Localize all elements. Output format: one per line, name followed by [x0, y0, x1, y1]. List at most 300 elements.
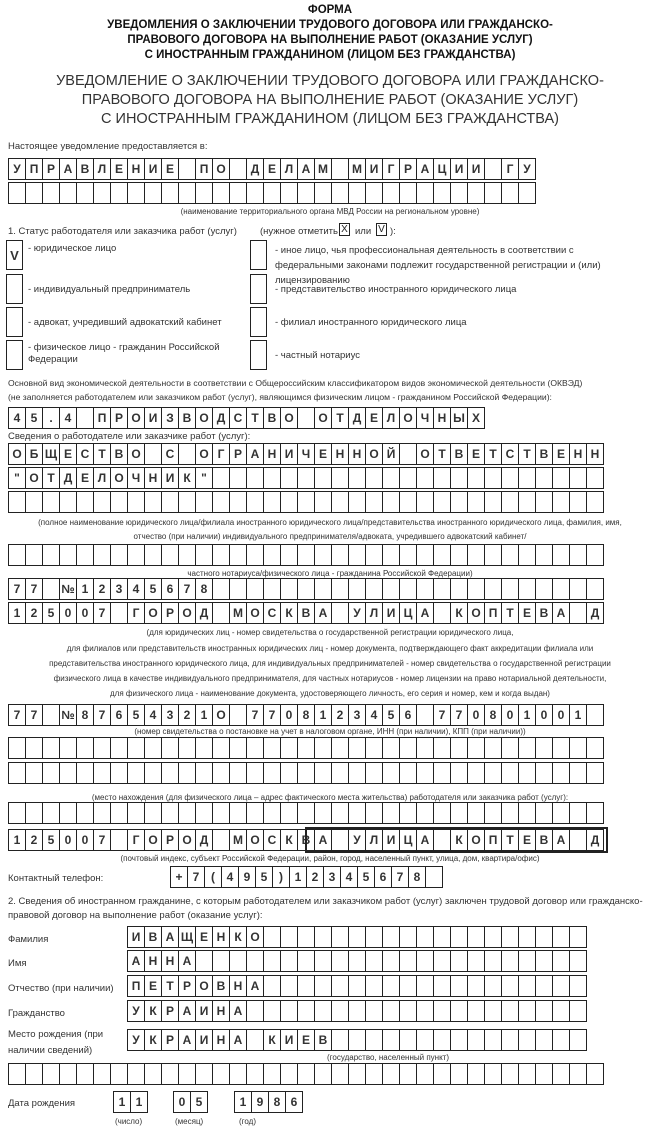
field-cell: [161, 802, 179, 824]
field-cell: [569, 829, 587, 851]
field-cell: [229, 158, 247, 180]
field-cell: [467, 578, 485, 600]
field-cell: 8: [76, 704, 94, 726]
field-cell: И: [144, 158, 162, 180]
field-cell: 1: [8, 829, 26, 851]
field-cell: Т: [518, 443, 536, 465]
field-cell: [450, 544, 468, 566]
field-cell: [501, 544, 519, 566]
field-cell: С: [161, 443, 179, 465]
status-checkbox-entrepreneur[interactable]: [6, 274, 23, 304]
field-cell: [501, 467, 519, 489]
field-cell: [348, 1063, 366, 1085]
field-cell: А: [552, 602, 570, 624]
field-cell: [42, 1063, 60, 1085]
field-cell: [365, 926, 383, 948]
field-cell: 7: [8, 578, 26, 600]
field-cell: [552, 762, 570, 784]
status-checkbox-other-person[interactable]: [250, 240, 267, 270]
field-cell: 7: [246, 704, 264, 726]
field-cell: 7: [450, 704, 468, 726]
field-cell: В: [314, 1029, 332, 1051]
field-cell: [569, 544, 587, 566]
field-cell: [450, 926, 468, 948]
field-cell: [178, 802, 196, 824]
surname-label: Фамилия: [8, 934, 49, 945]
status-checkbox-legal-entity[interactable]: V: [6, 240, 23, 270]
field-cell: П: [127, 975, 145, 997]
status-checkbox-branch[interactable]: [250, 307, 267, 337]
field-cell: Л: [93, 158, 111, 180]
field-cell: [433, 578, 451, 600]
field-cell: [484, 950, 502, 972]
field-cell: 9: [238, 866, 256, 888]
field-cell: 4: [340, 866, 358, 888]
field-cell: Н: [263, 443, 281, 465]
field-cell: [331, 802, 349, 824]
field-cell: В: [297, 829, 315, 851]
field-cell: [110, 802, 128, 824]
field-cell: [552, 975, 570, 997]
field-cell: [348, 737, 366, 759]
field-cell: И: [127, 926, 145, 948]
status-checkbox-representative-office[interactable]: [250, 274, 267, 304]
field-cell: И: [144, 407, 162, 429]
field-cell: [59, 802, 77, 824]
field-cell: [399, 950, 417, 972]
field-cell: Й: [382, 443, 400, 465]
employer-tax-row-2[interactable]: [8, 737, 603, 759]
field-cell: [416, 975, 434, 997]
field-cell: [348, 491, 366, 513]
field-cell: С: [263, 829, 281, 851]
title-line-2: ПРАВОВОГО ДОГОВОРА НА ВЫПОЛНЕНИЕ РАБОТ (ОКАЗАНИЕ УСЛУГ): [81, 92, 579, 108]
field-cell: Д: [246, 158, 264, 180]
field-cell: [246, 737, 264, 759]
field-cell: [297, 975, 315, 997]
field-cell: [467, 926, 485, 948]
field-cell: [76, 802, 94, 824]
field-cell: Ч: [416, 407, 434, 429]
field-cell: 5: [357, 866, 375, 888]
field-cell: [382, 1063, 400, 1085]
field-cell: [433, 802, 451, 824]
field-cell: 7: [25, 704, 43, 726]
field-cell: [297, 491, 315, 513]
field-cell: [144, 544, 162, 566]
field-cell: [110, 829, 128, 851]
field-cell: 1: [314, 704, 332, 726]
field-cell: [433, 1063, 451, 1085]
field-cell: [501, 491, 519, 513]
field-cell: [76, 491, 94, 513]
surname-field[interactable]: [127, 926, 586, 948]
field-cell: [246, 182, 264, 204]
field-cell: А: [314, 829, 332, 851]
field-cell: [518, 544, 536, 566]
field-cell: [25, 802, 43, 824]
field-cell: [331, 829, 349, 851]
employer-name-row-3[interactable]: [8, 491, 603, 513]
field-cell: 6: [285, 1091, 303, 1113]
field-cell: [59, 182, 77, 204]
field-cell: +: [170, 866, 188, 888]
field-cell: О: [314, 407, 332, 429]
birth-year-field[interactable]: [234, 1091, 302, 1113]
field-cell: 3: [323, 866, 341, 888]
field-cell: Д: [59, 467, 77, 489]
field-cell: [501, 1063, 519, 1085]
status-label-lawyer: - адвокат, учредивший адвокатский кабинет: [28, 317, 222, 328]
field-cell: [586, 544, 604, 566]
okved-field[interactable]: [8, 407, 484, 429]
field-cell: [467, 762, 485, 784]
field-cell: [178, 182, 196, 204]
field-cell: [535, 467, 553, 489]
field-cell: [93, 1063, 111, 1085]
field-cell: [42, 491, 60, 513]
employer-name-row-4[interactable]: [8, 544, 603, 566]
field-cell: [518, 762, 536, 784]
field-cell: [280, 802, 298, 824]
field-cell: А: [178, 950, 196, 972]
field-cell: ": [8, 467, 26, 489]
field-cell: Р: [42, 158, 60, 180]
registration-caption-3: представительства иностранного юридического лица, для индивидуальных предпринимателей - номер свидетельства о государственной регистрации: [49, 659, 611, 668]
field-cell: [331, 1063, 349, 1085]
field-cell: О: [246, 926, 264, 948]
field-cell: [42, 544, 60, 566]
field-cell: [399, 443, 417, 465]
field-cell: С: [76, 443, 94, 465]
field-cell: [484, 158, 502, 180]
birthplace-field-row-2[interactable]: [8, 1063, 603, 1085]
employer-registration-row-2[interactable]: [8, 602, 603, 624]
patronymic-field[interactable]: [127, 975, 586, 997]
employer-name-row-1[interactable]: [8, 443, 603, 465]
field-cell: [93, 182, 111, 204]
field-cell: [263, 950, 281, 972]
field-cell: О: [127, 407, 145, 429]
field-cell: [246, 491, 264, 513]
foreigner-heading-line-2: правовой договор на выполнение работ (оказание услуг):: [8, 910, 263, 921]
field-cell: [263, 802, 281, 824]
field-cell: [195, 182, 213, 204]
field-cell: [484, 1000, 502, 1022]
field-cell: [484, 467, 502, 489]
field-cell: [382, 950, 400, 972]
field-cell: [518, 578, 536, 600]
registration-caption-2: для филиалов или представительств иностранных юридических лиц - номер документа, подтверждающего факт аккредитации филиала или: [66, 644, 594, 653]
field-cell: [433, 762, 451, 784]
birthplace-field[interactable]: [127, 1029, 586, 1051]
field-cell: Д: [586, 829, 604, 851]
field-cell: У: [8, 158, 26, 180]
field-cell: В: [535, 602, 553, 624]
field-cell: [212, 1063, 230, 1085]
field-cell: [416, 950, 434, 972]
field-cell: [535, 544, 553, 566]
field-cell: А: [229, 1000, 247, 1022]
recipient-field-row-2[interactable]: [8, 182, 535, 204]
field-cell: Е: [195, 926, 213, 948]
field-cell: [263, 467, 281, 489]
field-cell: [195, 737, 213, 759]
field-cell: [229, 467, 247, 489]
field-cell: У: [348, 602, 366, 624]
name-field[interactable]: [127, 950, 586, 972]
field-cell: Н: [331, 443, 349, 465]
field-cell: [450, 182, 468, 204]
field-cell: 5: [42, 829, 60, 851]
field-cell: [280, 467, 298, 489]
field-cell: Т: [93, 443, 111, 465]
field-cell: О: [8, 443, 26, 465]
field-cell: 5: [25, 407, 43, 429]
field-cell: [518, 926, 536, 948]
status-label-branch: - филиал иностранного юридического лица: [275, 317, 467, 328]
field-cell: И: [195, 1000, 213, 1022]
field-cell: 5: [42, 602, 60, 624]
field-cell: [161, 182, 179, 204]
field-cell: [416, 926, 434, 948]
birth-day-field[interactable]: [113, 1091, 147, 1113]
field-cell: О: [195, 407, 213, 429]
registration-caption-1: (для юридических лиц - номер свидетельства о государственной регистрации юридического лица,: [146, 628, 514, 637]
field-cell: Е: [263, 158, 281, 180]
field-cell: [314, 802, 332, 824]
field-cell: 7: [25, 578, 43, 600]
field-cell: В: [535, 443, 553, 465]
field-cell: [110, 544, 128, 566]
employer-name-row-2[interactable]: [8, 467, 603, 489]
field-cell: [569, 762, 587, 784]
field-cell: [433, 491, 451, 513]
field-cell: 6: [399, 704, 417, 726]
field-cell: [382, 1029, 400, 1051]
field-cell: [110, 182, 128, 204]
status-checkbox-lawyer[interactable]: [6, 307, 23, 337]
field-cell: [246, 762, 264, 784]
field-cell: Н: [127, 158, 145, 180]
field-cell: А: [127, 950, 145, 972]
field-cell: [450, 1029, 468, 1051]
field-cell: [399, 1029, 417, 1051]
field-cell: Е: [552, 443, 570, 465]
field-cell: [76, 762, 94, 784]
field-cell: [416, 737, 434, 759]
field-cell: [382, 926, 400, 948]
employer-tax-row-1[interactable]: [8, 704, 603, 726]
field-cell: 0: [76, 602, 94, 624]
field-cell: [552, 467, 570, 489]
employer-notary-caption: частного нотариуса/физического лица - гражданина Российской Федерации): [187, 569, 473, 578]
field-cell: [365, 737, 383, 759]
field-cell: [569, 1000, 587, 1022]
field-cell: Н: [144, 950, 162, 972]
field-cell: [569, 926, 587, 948]
employer-tax-row-3[interactable]: [8, 762, 603, 784]
field-cell: [297, 467, 315, 489]
field-cell: [552, 1000, 570, 1022]
field-cell: [331, 926, 349, 948]
field-cell: [297, 762, 315, 784]
field-cell: [297, 950, 315, 972]
field-cell: К: [144, 1029, 162, 1051]
field-cell: [161, 737, 179, 759]
field-cell: [297, 1063, 315, 1085]
field-cell: [399, 802, 417, 824]
field-cell: [93, 544, 111, 566]
phone-field[interactable]: [170, 866, 442, 888]
field-cell: Г: [382, 158, 400, 180]
field-cell: [501, 975, 519, 997]
field-cell: П: [93, 407, 111, 429]
field-cell: Е: [59, 443, 77, 465]
field-cell: [433, 829, 451, 851]
field-cell: К: [280, 602, 298, 624]
field-cell: [212, 829, 230, 851]
field-cell: [484, 578, 502, 600]
field-cell: [569, 1029, 587, 1051]
field-cell: А: [416, 829, 434, 851]
field-cell: К: [450, 602, 468, 624]
field-cell: [59, 544, 77, 566]
field-cell: 1: [8, 602, 26, 624]
field-cell: [484, 802, 502, 824]
field-cell: [450, 975, 468, 997]
address-caption: (почтовый индекс, субъект Российской Федерации, район, город, населенный пункт, улица, дом, квартира/офис): [120, 854, 540, 863]
field-cell: [76, 182, 94, 204]
field-cell: [518, 802, 536, 824]
field-cell: С: [501, 443, 519, 465]
field-cell: [127, 544, 145, 566]
field-cell: [229, 762, 247, 784]
field-cell: [246, 1063, 264, 1085]
field-cell: [382, 182, 400, 204]
field-cell: [450, 1000, 468, 1022]
field-cell: [246, 544, 264, 566]
employer-registration-row-1[interactable]: [8, 578, 603, 600]
field-cell: Л: [365, 602, 383, 624]
field-cell: [144, 737, 162, 759]
field-cell: [569, 578, 587, 600]
field-cell: [416, 704, 434, 726]
field-cell: О: [467, 829, 485, 851]
field-cell: Ц: [399, 829, 417, 851]
field-cell: З: [161, 407, 179, 429]
status-label-notary: - частный нотариус: [275, 350, 360, 361]
field-cell: 3: [161, 704, 179, 726]
field-cell: [144, 802, 162, 824]
field-cell: [76, 407, 94, 429]
field-cell: [501, 182, 519, 204]
field-cell: 4: [127, 578, 145, 600]
field-cell: .: [42, 407, 60, 429]
field-cell: [535, 737, 553, 759]
field-cell: [518, 467, 536, 489]
bold-title-line-1: УВЕДОМЛЕНИЯ О ЗАКЛЮЧЕНИИ ТРУДОВОГО ДОГОВОРА ИЛИ ГРАЖДАНСКО-: [107, 19, 553, 31]
field-cell: [263, 491, 281, 513]
field-cell: [127, 1063, 145, 1085]
field-cell: [297, 544, 315, 566]
field-cell: И: [280, 443, 298, 465]
field-cell: [178, 491, 196, 513]
status-checkbox-individual[interactable]: [6, 340, 23, 370]
field-cell: [365, 578, 383, 600]
field-cell: Н: [586, 443, 604, 465]
field-cell: [263, 578, 281, 600]
field-cell: [535, 1063, 553, 1085]
field-cell: [416, 467, 434, 489]
field-cell: [552, 1029, 570, 1051]
field-cell: [365, 950, 383, 972]
field-cell: [416, 1063, 434, 1085]
field-cell: [399, 544, 417, 566]
field-cell: [314, 182, 332, 204]
status-checkbox-notary[interactable]: [250, 340, 267, 370]
field-cell: О: [195, 443, 213, 465]
field-cell: Т: [42, 467, 60, 489]
note-x-box: X: [339, 223, 350, 236]
field-cell: [399, 1000, 417, 1022]
field-cell: [552, 578, 570, 600]
field-cell: О: [416, 443, 434, 465]
field-cell: 7: [263, 704, 281, 726]
recipient-field-row-1[interactable]: [8, 158, 535, 180]
field-cell: [569, 975, 587, 997]
field-cell: [144, 1063, 162, 1085]
field-cell: [331, 602, 349, 624]
field-cell: [178, 737, 196, 759]
field-cell: [535, 762, 553, 784]
field-cell: [229, 737, 247, 759]
field-cell: [416, 578, 434, 600]
field-cell: [382, 762, 400, 784]
field-cell: 4: [8, 407, 26, 429]
field-cell: [501, 737, 519, 759]
field-cell: [467, 950, 485, 972]
field-cell: [263, 737, 281, 759]
field-cell: О: [365, 443, 383, 465]
field-cell: 7: [178, 578, 196, 600]
field-cell: [263, 762, 281, 784]
employer-location-row-2[interactable]: [8, 829, 603, 851]
field-cell: [586, 467, 604, 489]
field-cell: [280, 975, 298, 997]
field-cell: [314, 578, 332, 600]
okved-label-line-1: Основной вид экономической деятельности в соответствии с Общероссийским классификатором видов экономической деятельности (ОКВЭД): [8, 378, 583, 388]
field-cell: Е: [297, 1029, 315, 1051]
birth-month-field[interactable]: [173, 1091, 207, 1113]
registration-caption-5: для физического лица - наименование документа, удостоверяющего личность, его серия и номер, кем и когда выдан): [110, 689, 550, 698]
field-cell: 7: [93, 602, 111, 624]
field-cell: [569, 491, 587, 513]
field-cell: [280, 182, 298, 204]
field-cell: 5: [382, 704, 400, 726]
field-cell: 1: [518, 704, 536, 726]
citizenship-field[interactable]: [127, 1000, 586, 1022]
field-cell: [569, 802, 587, 824]
field-cell: [59, 1063, 77, 1085]
employer-name-caption-2: отчество (при наличии) индивидуального предпринимателя/адвоката, учредившего адвокатский кабинет/: [133, 532, 527, 541]
field-cell: [297, 926, 315, 948]
field-cell: [484, 926, 502, 948]
field-cell: О: [25, 467, 43, 489]
employer-location-row-1[interactable]: [8, 802, 603, 824]
field-cell: 1: [234, 1091, 252, 1113]
field-cell: [518, 975, 536, 997]
